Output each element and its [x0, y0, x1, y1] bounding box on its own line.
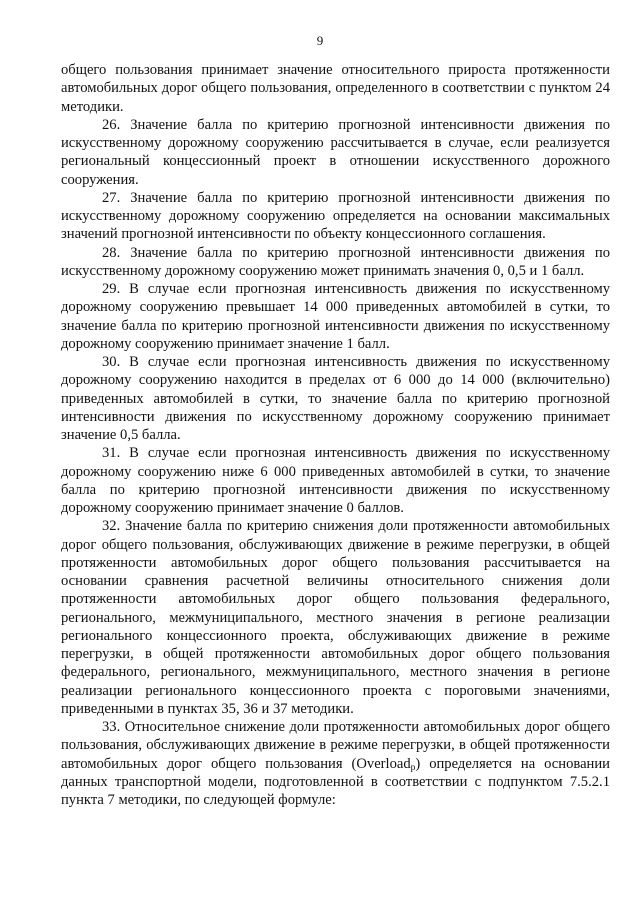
overload-subscript: p	[410, 762, 416, 773]
page-number: 9	[316, 33, 324, 48]
paragraph-26: 26. Значение балла по критерию прогнозной интенсивности движения по искусственному дорожному сооружению рассчитывается в случае, если реализуется региональный концессионный проект в отношении искусственного дорожного сооружения.	[61, 116, 610, 188]
paragraph-31: 31. В случае если прогнозная интенсивность движения по искусственному дорожному сооружению ниже 6 000 приведенных автомобилей в сутки, то значение балла по критерию прогнозной интенсивности движения по искусственному дорожному сооружению принимает значение 0 баллов.	[61, 445, 610, 516]
paragraph-33-text-start: 33. Относительное снижение доли протяженности автомобильных дорог общего пользования, обслуживающих движение в режиме перегрузки, в общей протяженности автомобильных дорог общего пользования (Overload	[61, 719, 610, 772]
document-body	[61, 61, 610, 809]
paragraph-28: 28. Значение балла по критерию прогнозной интенсивности движения по искусственному дорожному сооружению может принимать значения 0, 0,5 и 1 балл.	[61, 244, 610, 279]
paragraph-32: 32. Значение балла по критерию снижения доли протяженности автомобильных дорог общего пользования, обслуживающих движение в режиме перегрузки, в общей протяженности автомобильных дорог общего пользования рассчитывается на основании сравнения расчетной величины относительного снижения доли протяженности автомобильных дорог общего пользования федерального, регионального, межмуниципального, местного значения в регионе реализации регионального концессионного проекта, обслуживающих движение в режиме перегрузки, в общей протяженности автомобильных дорог общего пользования федерального, регионального, межмуниципального, местного значения в регионе реализации регионального концессионного проекта с пороговыми значениями, приведенными в пунктах 35, 36 и 37 методики.	[61, 518, 610, 717]
paragraph-27: 27. Значение балла по критерию прогнозной интенсивности движения по искусственному дорожному сооружению определяется на основании максимальных значений прогнозной интенсивности по объекту концессионного соглашения.	[61, 189, 610, 243]
paragraph-33-text-end: ) определяется на основании данных транспортной модели, подготовленной в соответствии с подпунктом 7.5.2.1 пункта 7 методики, по следующей формуле:	[61, 755, 610, 808]
paragraph-33	[61, 718, 610, 809]
paragraph-continuation: общего пользования принимает значение относительного прироста протяженности автомобильных дорог общего пользования, определенного в соответствии с пунктом 24 методики.	[61, 62, 610, 115]
paragraph-30: 30. В случае если прогнозная интенсивность движения по искусственному дорожному сооружению находится в пределах от 6 000 до 14 000 (включительно) приведенных автомобилей в сутки, то значение балла по критерию прогнозной интенсивности движения по искусственному дорожному сооружению принимает значение 0,5 балла.	[61, 354, 610, 443]
paragraph-29: 29. В случае если прогнозная интенсивность движения по искусственному дорожному сооружению превышает 14 000 приведенных автомобилей в сутки, то значение балла по критерию прогнозной интенсивности движения по искусственному дорожному сооружению принимает значение 1 балл.	[61, 281, 610, 352]
